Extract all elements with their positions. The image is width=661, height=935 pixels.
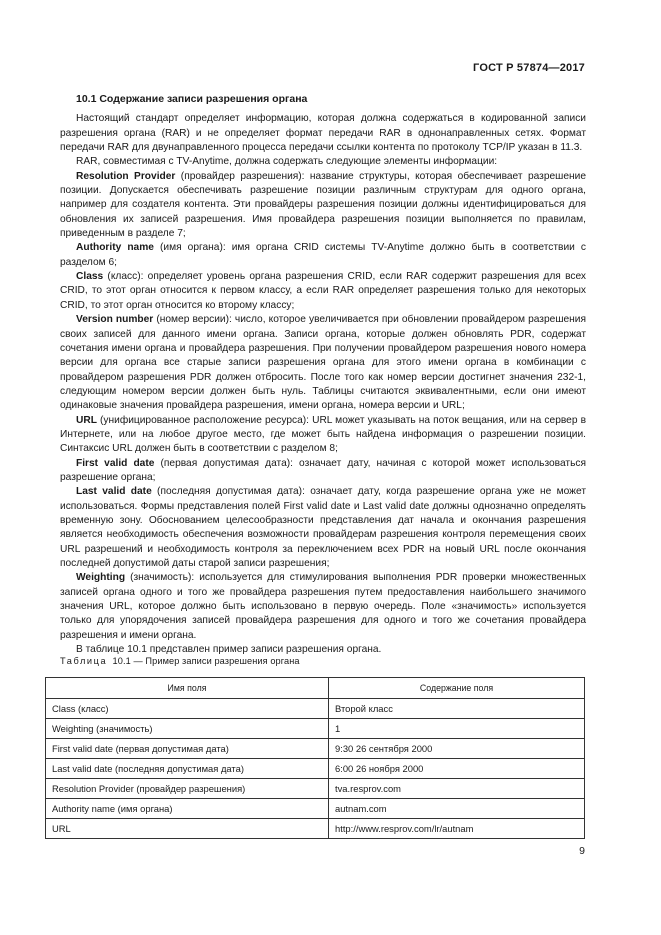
table-caption-label: Таблица bbox=[60, 656, 108, 666]
term: Resolution Provider bbox=[76, 170, 176, 182]
term: Last valid date bbox=[76, 486, 152, 498]
table-row bbox=[46, 719, 585, 739]
header-field-content: Содержание поля bbox=[329, 678, 585, 699]
field-name-cell: First valid date (первая допустимая дата) bbox=[46, 739, 329, 759]
table-caption-text: 10.1 — Пример записи разрешения органа bbox=[112, 656, 300, 666]
paragraph-text: RAR, совместимая с TV-Anytime, должна содержать следующие элементы информации: bbox=[76, 156, 498, 168]
paragraph-text: (номер версии): число, которое увеличивается при обновлении провайдером разрешения своих записей для данного имени органа. Записи органа, которые должен обновлять PDR, содержат сочетания имени органа и провайдера разрешения. При получении провайдером разрешения нового номера версии для органа все старые записи разрешения органа для этого имени органа в комбинации с провайдером разрешения PDR должен отбросить. После того как номер версии достигнет значения 232-1, следующим номером версии должен быть нуль. Таблицы считаются эквивалентными, если они имеют одинаковые значения провайдера разрешения, имени органа, номера версии и URL; bbox=[60, 314, 586, 412]
field-name-cell: Weighting (значимость) bbox=[46, 719, 329, 739]
paragraph bbox=[60, 414, 586, 457]
paragraph bbox=[60, 270, 586, 313]
paragraph bbox=[60, 485, 586, 571]
field-name-cell: Resolution Provider (провайдер разрешения) bbox=[46, 779, 329, 799]
paragraph-text: Настоящий стандарт определяет информацию, которая должна содержаться в кодированной записи разрешения органа (RAR) и не определяет формат передачи RAR в однонаправленных сетях. Формат передачи RAR для двунаправленного процесса передачи ссылки контента по протоколу TCP/IP указан в 11.3. bbox=[60, 113, 586, 154]
paragraph bbox=[60, 571, 586, 643]
field-name-cell: Class (класс) bbox=[46, 699, 329, 719]
term: Authority name bbox=[76, 242, 154, 254]
paragraph bbox=[60, 112, 586, 155]
paragraph-text: (провайдер разрешения): название структуры, которая обеспечивает разрешение позиции. Допускается обеспечивать разрешение позиции различным структурам для одного органа, например для создателя контента. Эти провайдеры разрешения позиции должны идентифицироваться для обновления их записей разрешения. Имя провайдера разрешения позиции выполняется по правилам, приведенным в разделе 7; bbox=[60, 170, 587, 240]
paragraph-text: (первая допустимая дата): означает дату, начиная с которой может использоваться разрешение органа; bbox=[60, 457, 587, 483]
paragraph bbox=[60, 241, 586, 270]
field-name-cell: URL bbox=[46, 819, 329, 839]
table-header-row bbox=[46, 678, 585, 699]
paragraph bbox=[60, 170, 586, 242]
paragraph-text: (значимость): используется для стимулирования выполнения PDR проверки множественных записей органа одного и того же провайдера разрешения путем предоставления наибольшего значимого значения URL, которое должно быть использовано в первую очередь. Поле «значимость» используется только для упорядочения записей провайдера разрешения для одного и того же сочетания провайдера разрешения и имени органа. bbox=[60, 572, 586, 641]
field-name-cell: Authority name (имя органа) bbox=[46, 799, 329, 819]
table-row bbox=[46, 819, 585, 839]
field-content-cell: http://www.resprov.com/lr/autnam bbox=[329, 819, 585, 839]
paragraph bbox=[60, 457, 586, 486]
table-row bbox=[46, 779, 585, 799]
term: Version number bbox=[76, 314, 154, 326]
paragraph-text: (последняя допустимая дата): означает дату, когда разрешение органа уже не может использоваться. Формы представления полей First valid date и Last valid date должны однозначно определять временную зону. Обоснованием целесообразности представления дат начала и окончания разрешения является необходимость обеспечения возможности провайдерам разрешения контроля перемещения своих URL разрешений и необходимость контроля за переключением всех PDR на новый URL после окончания последней допустимой даты старой записи разрешения; bbox=[60, 486, 586, 569]
section-title: 10.1 Содержание записи разрешения органа bbox=[76, 93, 308, 105]
page-number: 9 bbox=[579, 845, 585, 857]
paragraph-text: (имя органа): имя органа CRID системы TV-Anytime должно быть в соответствии с разделом 6; bbox=[60, 242, 586, 268]
paragraph-list bbox=[60, 112, 586, 657]
document-code: ГОСТ Р 57874—2017 bbox=[473, 62, 585, 74]
field-content-cell: 1 bbox=[329, 719, 585, 739]
field-content-cell: tva.resprov.com bbox=[329, 779, 585, 799]
term: First valid date bbox=[76, 457, 155, 469]
table-row bbox=[46, 799, 585, 819]
paragraph-text: (унифицированное расположение ресурса): URL может указывать на поток вещания, или на сервер в Интернете, или на любое другое место, где может быть найдена информация о разрешении позиции. Синтаксис URL должен быть в соответствии с разделом 8; bbox=[60, 414, 586, 455]
section-content bbox=[60, 92, 586, 657]
term: URL bbox=[76, 414, 97, 426]
field-name-cell: Last valid date (последняя допустимая дата) bbox=[46, 759, 329, 779]
paragraph bbox=[60, 155, 586, 169]
field-content-cell: Второй класс bbox=[329, 699, 585, 719]
field-content-cell: 6:00 26 ноября 2000 bbox=[329, 759, 585, 779]
paragraph bbox=[60, 313, 586, 413]
table-row bbox=[46, 759, 585, 779]
example-record-table bbox=[45, 677, 585, 839]
table-caption bbox=[60, 656, 300, 666]
field-content-cell: autnam.com bbox=[329, 799, 585, 819]
table-row bbox=[46, 699, 585, 719]
term: Class bbox=[76, 271, 104, 283]
term: Weighting bbox=[76, 572, 126, 584]
header-field-name: Имя поля bbox=[46, 678, 329, 699]
paragraph-text: (класс): определяет уровень органа разрешения CRID, если RAR содержит разрешения для всех CRID, то этот орган относится к первом классу, а если RAR определяет разрешения только для некоторых CRID, то этот орган относится ко второму классу; bbox=[60, 271, 586, 311]
table-row bbox=[46, 739, 585, 759]
paragraph-text: В таблице 10.1 представлен пример записи разрешения органа. bbox=[76, 644, 382, 656]
field-content-cell: 9:30 26 сентября 2000 bbox=[329, 739, 585, 759]
